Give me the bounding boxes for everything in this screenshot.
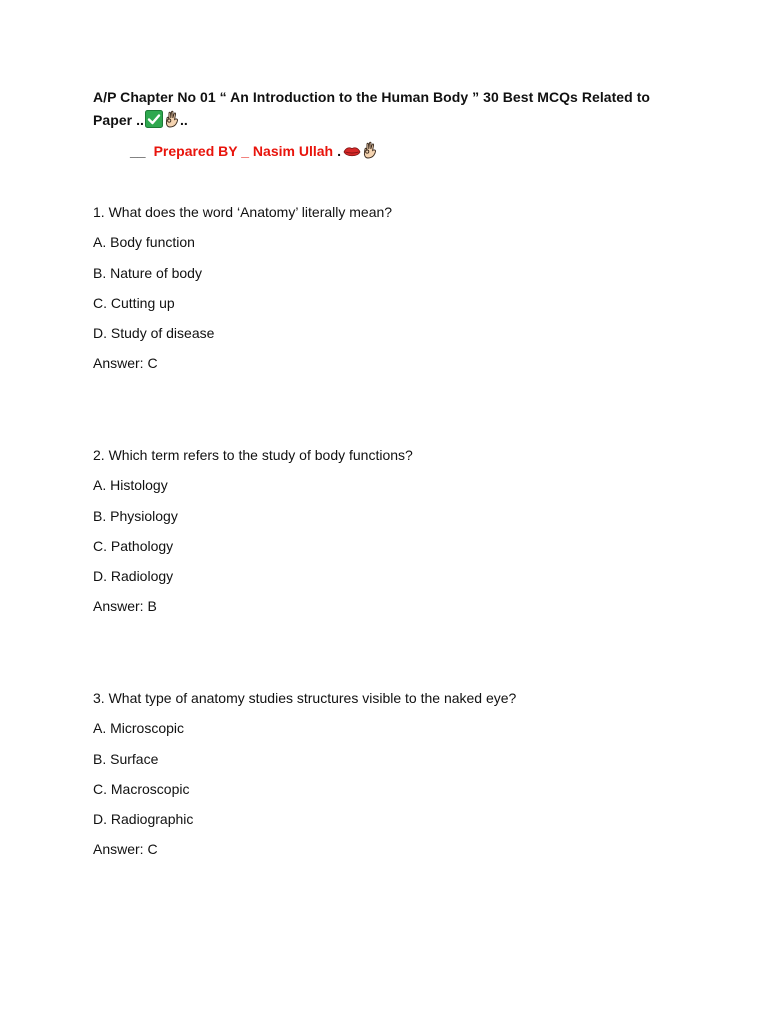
option-d: D. Study of disease [93,325,215,342]
check-mark-button-icon [145,110,163,128]
option-c: C. Cutting up [93,294,175,311]
answer-text: Answer: C [93,355,158,372]
mcq-question-1 [93,202,713,384]
answer-text: Answer: B [93,598,157,615]
mcq-question-2 [93,445,713,627]
option-a: A. Body function [93,234,195,251]
author-dash: __ [130,143,146,159]
question-text: 2. Which term refers to the study of body functions? [93,447,413,463]
option-a: A. Microscopic [93,720,185,737]
option-c: C. Macroscopic [93,780,190,797]
option-b: B. Physiology [93,507,178,524]
document-title-block [93,86,693,132]
ok-hand-icon [164,110,180,128]
title-suffix: .. [179,112,188,128]
author-credit: Prepared BY _ Nasim Ullah [153,143,334,159]
mcq-question-3 [93,688,713,870]
answer-text: Answer: C [93,841,158,858]
option-c: C. Pathology [93,537,174,554]
lips-icon [343,145,361,159]
option-d: D. Radiology [93,568,174,585]
option-a: A. Histology [93,477,168,494]
author-dot: . [337,143,341,159]
option-b: B. Surface [93,750,159,767]
document-title: A/P Chapter No 01 “ An Introduction to the Human Body ” 30 Best MCQs Related to Paper .. [93,89,651,128]
option-d: D. Radiographic [93,811,194,828]
question-text: 1. What does the word ‘Anatomy’ literally mean? [93,204,393,220]
question-text: 3. What type of anatomy studies structures visible to the naked eye? [93,690,517,706]
author-line [130,141,378,161]
option-b: B. Nature of body [93,264,202,281]
ok-hand-icon [362,141,378,159]
